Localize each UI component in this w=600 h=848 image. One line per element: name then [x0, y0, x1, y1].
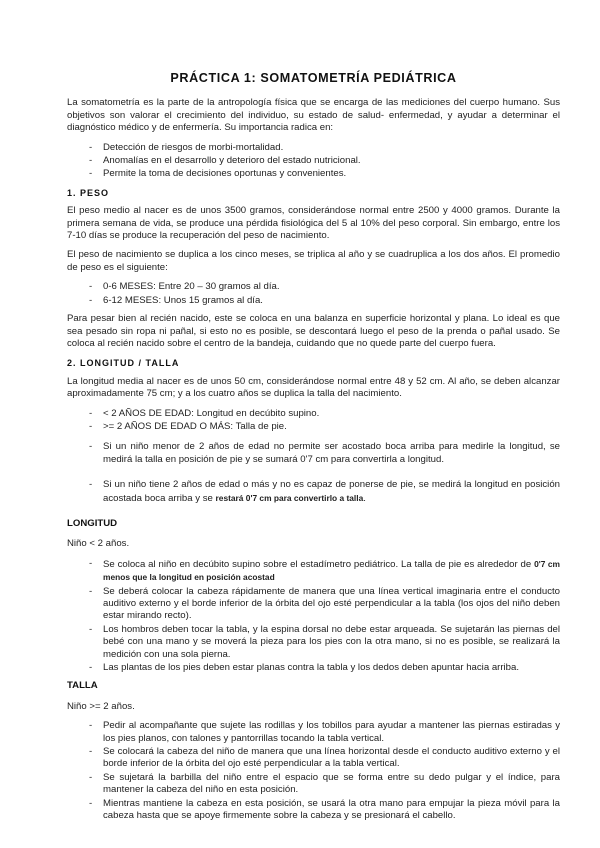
peso-paragraph-2: El peso de nacimiento se duplica a los cinco meses, se triplica al año y se cuadruplica a los dos años. El promedio de peso es el siguiente:	[67, 249, 560, 273]
list-item: - 0-6 MESES: Entre 20 – 30 gramos al día.	[67, 281, 560, 293]
intro-paragraph: La somatometría es la parte de la antropología física que se encarga de las mediciones del cuerpo humano. Sus objetivos son valorar el crecimiento del individuo, su estado de salud- enfermedad, y ayudar a determinar el diagnóstico médico y de enfermería. Su importancia radica en:	[67, 97, 560, 134]
note-text: Si un niño tiene 2 años de edad o más y no es capaz de ponerse de pie, se medirá la longitud en posición acostada boca arriba y se	[103, 479, 560, 504]
talla-list	[67, 720, 560, 822]
longitud-talla-paragraph: La longitud media al nacer es de unos 50 cm, considerándose normal entre 48 y 52 cm. Al año, se deben alcanzar aproximadamente 75 cm; y a los cuatro años se duplica la talla del nacimiento.	[67, 375, 560, 400]
document-title: PRÁCTICA 1: SOMATOMETRÍA PEDIÁTRICA	[170, 71, 457, 85]
longitud-talla-list	[67, 408, 560, 434]
talla-age: Niño >= 2 años.	[67, 700, 135, 712]
intro-list	[67, 142, 560, 181]
list-item: - < 2 AÑOS DE EDAD: Longitud en decúbito supino.	[67, 408, 560, 420]
peso-paragraph-3: Para pesar bien al recién nacido, este se coloca en una balanza en superficie horizontal y plana. Lo ideal es que sea pesado sin ropa ni pañal, si esto no es posible, se descontará luego el peso de la prenda o pañal usado. Se coloca al recién nacido sobre el centro de la bandeja, cuidando que no quede parte del cuerpo fuera.	[67, 313, 560, 349]
list-item	[67, 558, 560, 585]
item-text: Se coloca al niño en decúbito supino sobre el estadímetro pediátrico. La talla de pie es alrededor de	[103, 558, 535, 570]
list-item: - Si un niño menor de 2 años de edad no permite ser acostado boca arriba para medirle la longitud, se medirá la talla en posición de pie y se sumará 0'7 cm para convertirla a longitud.	[67, 441, 560, 466]
list-item: - Se deberá colocar la cabeza rápidamente de manera que una línea vertical imaginaria entre el conducto auditivo externo y el borde inferior de la órbita del ojo esté perpendicular a la tabla (los ojos del niño deben estar mirando recto).	[67, 586, 560, 623]
note-bold-text: restará 0'7 cm para convertirlo a talla	[215, 492, 364, 503]
subheading-longitud: LONGITUD	[67, 517, 118, 529]
item-bold-text: 0'7 cm menos que la longitud en posición acostad	[103, 558, 561, 583]
list-item: - 6-12 MESES: Unos 15 gramos al día.	[67, 295, 560, 307]
list-item	[67, 479, 560, 505]
list-item: - Anomalías en el desarrollo y deterioro del estado nutricional.	[67, 155, 560, 167]
longitud-talla-notes	[67, 441, 560, 505]
list-item: - >= 2 AÑOS DE EDAD O MÁS: Talla de pie.	[67, 421, 560, 433]
note-text: .	[363, 492, 366, 504]
peso-list	[67, 281, 560, 307]
peso-paragraph-1: El peso medio al nacer es de unos 3500 gramos, considerándose normal entre 2500 y 4000 gramos. Durante la primera semana de vida, se produce una pérdida fisiológica del 5 al 10% del peso corporal. Sin embargo, entre los 7-10 días se produce la recuperación del peso de nacimiento.	[67, 205, 560, 242]
longitud-age: Niño < 2 años.	[67, 538, 130, 550]
list-item: - Pedir al acompañante que sujete las rodillas y los tobillos para ayudar a mantener las piernas estiradas y los pies planos, con talones y pantorrillas tocando la tabla vertical.	[67, 720, 560, 745]
list-item: - Se colocará la cabeza del niño de manera que una línea horizontal desde el conducto auditivo externo y el borde inferior de la órbita del ojo esté perpendicular a la tabla vertical.	[67, 746, 560, 771]
list-item: - Permite la toma de decisiones oportunas y convenientes.	[67, 168, 560, 180]
list-item: - Se sujetará la barbilla del niño entre el espacio que se forma entre su dedo pulgar y el índice, para mantener la cabeza del niño en esta posición.	[67, 772, 560, 797]
list-item: - Las plantas de los pies deben estar planas contra la tabla y los dedos deben apuntar hacia arriba.	[67, 662, 560, 674]
longitud-list	[67, 558, 560, 675]
list-item: - Detección de riesgos de morbi-mortalidad.	[67, 142, 560, 154]
subheading-talla: TALLA	[67, 680, 98, 692]
section-heading-longitud-talla: 2. LONGITUD / TALLA	[67, 358, 180, 369]
list-item: - Mientras mantiene la cabeza en esta posición, se usará la otra mano para empujar la pieza móvil para la cabeza hasta que se apoye firmemente sobre la cabeza y se presionará el cabello.	[67, 798, 560, 823]
section-heading-peso: 1. PESO	[67, 187, 110, 198]
list-item: - Los hombros deben tocar la tabla, y la espina dorsal no debe estar arqueada. Se sujetarán las piernas del bebé con una mano y se moverá la pieza para los pies con la otra mano, si no es posible, se realizará la medición con una sola pierna.	[67, 624, 560, 661]
